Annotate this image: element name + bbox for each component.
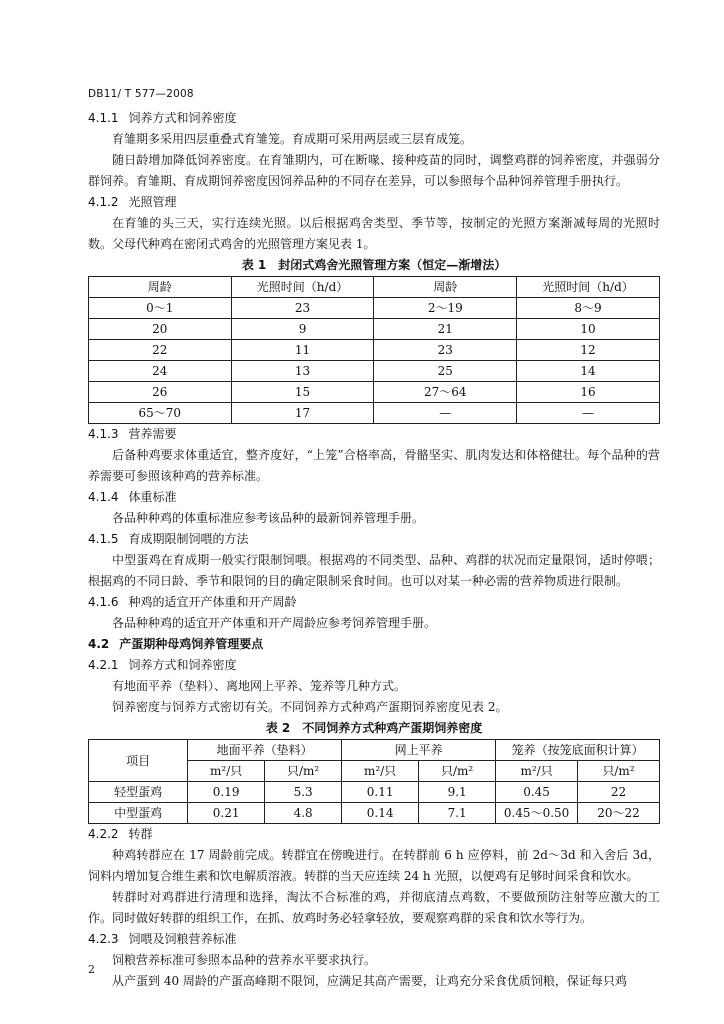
paragraph: 饲粮营养标准可参照本品种的营养水平要求执行。 [112,953,377,967]
table-cell: 11 [231,340,374,361]
table-cell: 0.11 [342,782,419,803]
table-cell: 16 [517,382,660,403]
table-header-row [89,740,660,761]
table-cell: 5.3 [265,782,342,803]
table-header-cell: 只/m² [578,761,660,782]
table-header-cell: 周龄 [89,277,232,298]
section-title: 饲养方式和饲养密度 [128,658,237,672]
table-cell: 10 [517,319,660,340]
table-cell: — [374,403,517,424]
section-heading-4-2-3 [88,929,660,950]
table-cell: 23 [231,298,374,319]
section-title: 转群 [128,827,153,841]
table-row [89,340,660,361]
table-cell: 26 [89,382,232,403]
table-cell: 中型蛋鸡 [89,803,188,824]
section-number: 4.1.6 [88,595,119,609]
section-number: 4.2.1 [88,658,119,672]
table-cell: 14 [517,361,660,382]
page-number: 2 [88,963,95,976]
paragraph: 饲养密度与饲养方式密切有关。不同饲养方式种鸡产蛋期饲养密度见表 2。 [112,700,508,714]
table-cell: 22 [89,340,232,361]
table-cell: 0～1 [89,298,232,319]
table-cell: 12 [517,340,660,361]
paragraph: 种鸡转群应在 17 周龄前完成。转群宜在傍晚进行。在转群前 6 h 应停料，前 2d～3d 和入舍后 3d，饲料内增加复合维生素和饮电解质溶液。转群的当天应连续 24 h 光照，以便鸡有足够时间采食和饮水。 [88,848,660,883]
section-heading-4-1-1 [88,108,660,129]
section-title: 饲养方式和饲养密度 [128,111,237,125]
paragraph: 后备种鸡要求体重适宜，整齐度好，“上笼”合格率高，骨骼坚实、肌肉发达和体格健壮。每个品种的营养需要可参照该种鸡的营养标准。 [88,448,660,483]
table-cell: 65～70 [89,403,232,424]
table-cell: 2～19 [374,298,517,319]
table-header-cell: 只/m² [419,761,496,782]
table-cell: 15 [231,382,374,403]
table-cell: 25 [374,361,517,382]
paragraph: 从产蛋到 40 周龄的产蛋高峰期不限饲，应满足其高产需要，让鸡充分采食优质饲粮，保证每只鸡 [112,974,627,988]
table-row [89,382,660,403]
standard-header: DB11/ T 577—2008 [88,88,194,100]
section-number: 4.1.2 [88,195,119,209]
section-title: 育成期限制饲喂的方法 [128,532,249,546]
section-heading-4-1-5 [88,529,660,550]
table-header-cell: 光照时间（h/d） [231,277,374,298]
section-heading-4-2-1 [88,655,660,676]
table-cell: 7.1 [419,803,496,824]
table-header-cell: m²/只 [496,761,578,782]
table-header-cell: m²/只 [342,761,419,782]
table-cell: 22 [578,782,660,803]
table-cell: 8～9 [517,298,660,319]
table-header-cell: 项目 [89,740,188,782]
table-2-caption: 表 2 不同饲养方式种鸡产蛋期饲养密度 [265,721,483,735]
table-cell: 20 [89,319,232,340]
section-number: 4.2.3 [88,932,119,946]
table-header-cell: 笼养（按笼底面积计算） [496,740,660,761]
section-title: 饲喂及饲粮营养标准 [128,932,237,946]
table-cell: 24 [89,361,232,382]
paragraph: 有地面平养（垫料）、离地网上平养、笼养等几种方式。 [112,679,407,693]
table-row [89,361,660,382]
table-row [89,298,660,319]
paragraph: 在育雏的头三天，实行连续光照。以后根据鸡舍类型、季节等，按制定的光照方案渐减每周的光照时数。父母代种鸡在密闭式鸡舍的光照管理方案见表 1。 [88,216,660,251]
section-number: 4.1.5 [88,532,119,546]
table-row [89,803,660,824]
table-2-stocking-density [88,739,660,824]
table-header-cell: 网上平养 [342,740,496,761]
table-cell: 20～22 [578,803,660,824]
table-cell: 0.14 [342,803,419,824]
paragraph: 育雏期多采用四层重叠式育雏笼。育成期可采用两层或三层育成笼。 [112,132,473,146]
paragraph: 随日龄增加降低饲养密度。在育雏期内，可在断喙、接种疫苗的同时，调整鸡群的饲养密度，并强弱分群饲养。育雏期、育成期饲养密度因饲养品种的不同存在差异，可以参照每个品种饲养管理手册执行。 [88,153,660,188]
table-cell: 0.21 [188,803,265,824]
table-cell: 17 [231,403,374,424]
table-1-caption: 表 1 封闭式鸡舍光照管理方案（恒定—渐增法） [241,258,507,272]
section-number: 4.1.3 [88,427,119,441]
table-header-cell: 周龄 [374,277,517,298]
table-cell: 0.45 [496,782,578,803]
section-number: 4.1.1 [88,111,119,125]
section-number: 4.2.2 [88,827,119,841]
section-title: 光照管理 [128,195,177,209]
section-title: 体重标准 [128,490,177,504]
table-1-lighting-program [88,276,660,424]
section-title: 产蛋期种母鸡饲养管理要点 [119,637,264,651]
table-cell: 27～64 [374,382,517,403]
document-body [88,108,660,992]
section-heading-4-1-2 [88,192,660,213]
table-cell: 23 [374,340,517,361]
table-cell: 4.8 [265,803,342,824]
table-row [89,782,660,803]
paragraph: 各品种种鸡的适宜开产体重和开产周龄应参考饲养管理手册。 [112,616,437,630]
paragraph: 各品种种鸡的体重标准应参考该品种的最新饲养管理手册。 [112,511,425,525]
table-cell: — [517,403,660,424]
section-heading-4-2-2 [88,824,660,845]
table-header-cell: 地面平养（垫料） [188,740,342,761]
paragraph: 转群时对鸡群进行清理和选择，淘汰不合标准的鸡，并彻底清点鸡数，不要做预防注射等应激大的工作。同时做好转群的组织工作，在抓、放鸡时务必轻拿轻放，要观察鸡群的采食和饮水等行为。 [88,890,660,925]
table-header-row [89,277,660,298]
section-number: 4.2 [88,637,110,651]
table-cell: 13 [231,361,374,382]
table-cell: 21 [374,319,517,340]
section-title: 种鸡的适宜开产体重和开产周龄 [128,595,297,609]
table-header-cell: m²/只 [188,761,265,782]
section-heading-4-1-6 [88,592,660,613]
table-row [89,319,660,340]
section-heading-4-1-4 [88,487,660,508]
section-title: 营养需要 [128,427,177,441]
table-row [89,403,660,424]
paragraph: 中型蛋鸡在育成期一般实行限制饲喂。根据鸡的不同类型、品种、鸡群的状况而定量限饲，适时停喂；根据鸡的不同日龄、季节和限饲的目的确定限制采食时间。也可以对某一种必需的营养物质进行限制。 [88,553,660,588]
table-cell: 9.1 [419,782,496,803]
table-cell: 0.19 [188,782,265,803]
table-cell: 轻型蛋鸡 [89,782,188,803]
section-number: 4.1.4 [88,490,119,504]
section-heading-4-1-3 [88,424,660,445]
section-heading-4-2 [88,634,660,655]
table-header-cell: 光照时间（h/d） [517,277,660,298]
table-cell: 9 [231,319,374,340]
table-header-cell: 只/m² [265,761,342,782]
table-cell: 0.45～0.50 [496,803,578,824]
